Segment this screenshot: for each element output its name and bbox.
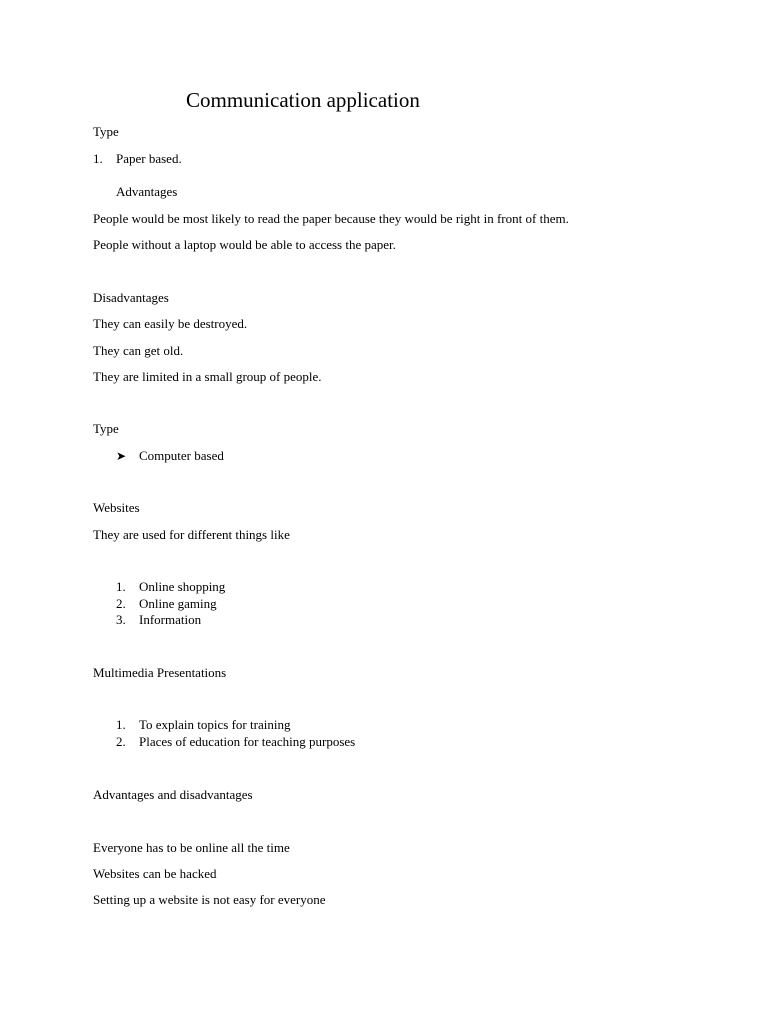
point-line: Setting up a website is not easy for everyone bbox=[93, 892, 326, 907]
list-number: 2. bbox=[116, 734, 126, 749]
list-number: 1. bbox=[116, 579, 126, 594]
type-heading-1: Type bbox=[93, 124, 119, 139]
advantage-line: People without a laptop would be able to access the paper. bbox=[93, 237, 396, 252]
list-item-paper-based: Paper based. bbox=[116, 151, 182, 166]
list-number: 2. bbox=[116, 596, 126, 611]
disadvantage-line: They can easily be destroyed. bbox=[93, 316, 248, 331]
adv-disadv-heading: Advantages and disadvantages bbox=[93, 787, 253, 802]
list-item: Online shopping bbox=[139, 579, 226, 594]
type-heading-2: Type bbox=[93, 421, 119, 436]
list-item: Places of education for teaching purposes bbox=[139, 734, 356, 749]
list-item: Online gaming bbox=[139, 596, 217, 611]
advantage-line: People would be most likely to read the paper because they would be right in front of them. bbox=[93, 211, 569, 226]
list-item-computer-based: Computer based bbox=[139, 448, 224, 463]
advantages-heading: Advantages bbox=[116, 184, 178, 199]
disadvantages-heading: Disadvantages bbox=[93, 290, 169, 305]
list-item: Information bbox=[139, 612, 202, 627]
point-line: Websites can be hacked bbox=[93, 866, 217, 881]
disadvantage-line: They can get old. bbox=[93, 343, 184, 358]
websites-heading: Websites bbox=[93, 500, 140, 515]
websites-intro: They are used for different things like bbox=[93, 527, 290, 542]
list-number: 1. bbox=[116, 717, 126, 732]
multimedia-heading: Multimedia Presentations bbox=[93, 665, 227, 680]
point-line: Everyone has to be online all the time bbox=[93, 840, 290, 855]
disadvantage-line: They are limited in a small group of people. bbox=[93, 369, 322, 384]
page-title: Communication application bbox=[186, 88, 420, 112]
list-item: To explain topics for training bbox=[139, 717, 291, 732]
list-number: 1. bbox=[93, 151, 103, 166]
arrowhead-bullet-icon: ➤ bbox=[116, 449, 127, 463]
list-number: 3. bbox=[116, 612, 126, 627]
